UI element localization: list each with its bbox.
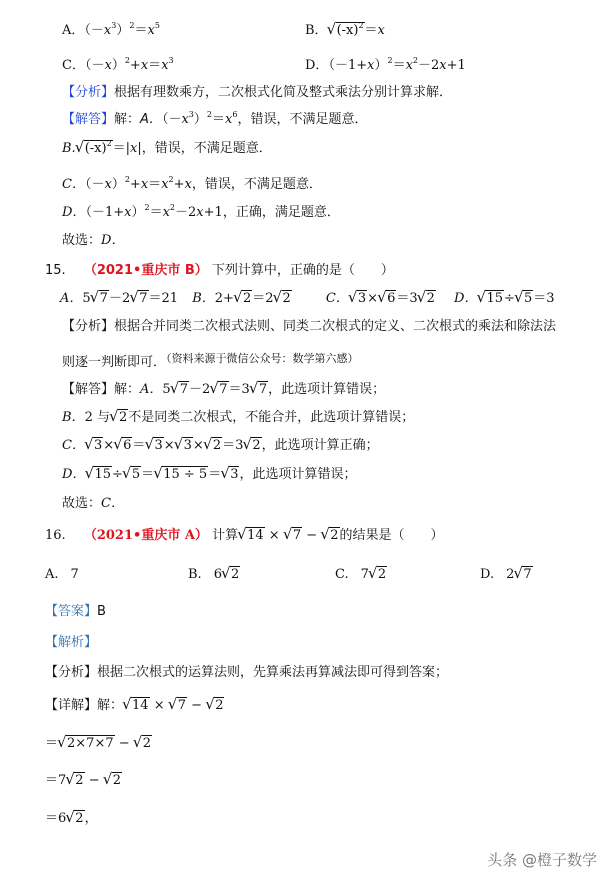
option-label: B．	[192, 291, 215, 306]
q16-option-d: D. 2 √ 7	[480, 566, 533, 584]
solution-tag: 【解答】	[62, 112, 115, 127]
answer-tag: 【答案】	[45, 604, 98, 619]
step-label: C．	[62, 177, 85, 192]
q16-analysis	[45, 664, 448, 682]
analysis-text: 则逐一判断即可．	[62, 355, 167, 370]
option-label: C．	[62, 58, 85, 73]
q15-conclusion	[62, 495, 124, 513]
q14-solution-c: C．$(-x)^2+x=x^2+x$，错误，不满足题意．	[62, 175, 322, 192]
q16-option-c: C. 7 √ 2	[335, 566, 387, 584]
detail-tag: 【详解】	[45, 698, 98, 713]
step-expr: 5 √ 7－2 √ 7＝3 √ 7	[162, 382, 268, 397]
analysis-text: 根据有理数乘方，二次根式化简及整式乘法分别计算求解．	[114, 85, 453, 100]
step-label: D．	[62, 467, 86, 482]
step-label: A．	[140, 112, 162, 127]
analysis-text: 根据二次根式的运算法则，先算乘法再算减法即可得到答案；	[97, 665, 449, 680]
option-label: D.	[480, 567, 495, 582]
step-verdict: ，此选项计算正确；	[261, 438, 379, 453]
option-label: C.	[335, 567, 349, 582]
q16-option-b: B. 6 √ 2	[188, 566, 240, 584]
q14-option-c	[62, 57, 174, 75]
step-expr: $(-x^3)^2=x^6$	[161, 110, 238, 127]
option-label: A．	[60, 291, 83, 306]
question-stem-prefix: 计算	[212, 528, 239, 543]
q14-solution-d: D．$(-1+x)^2=x^2-2x+1$，正确，满足题意．	[62, 203, 340, 220]
step-label: D．	[62, 205, 86, 220]
analysis-tag: 【分析】	[62, 319, 115, 334]
explain-tag: 【解析】	[45, 635, 98, 650]
conclusion-answer: D．	[101, 233, 125, 248]
q15-analysis	[62, 318, 556, 336]
source-note: （资料来源于微信公众号：数学第六感）	[166, 352, 359, 365]
q14-option-d	[305, 57, 466, 75]
q16-answer	[45, 603, 106, 621]
conclusion-prefix: 故选：	[62, 496, 102, 511]
step-verdict: ，错误，不满足题意．	[237, 112, 368, 127]
option-expr: $(-x)^2+x=x^3$	[84, 56, 174, 73]
option-expr: $(-1+x)^2=x^2-2x+1$	[328, 56, 466, 73]
q16-stem	[45, 527, 444, 545]
detail-intro: 解：	[97, 698, 124, 713]
q15-options	[60, 290, 555, 308]
option-value: 7	[70, 567, 79, 582]
detail-expr: √ 14 × √ 7 − √ 2	[123, 698, 224, 713]
question-expr: √ 14 × √ 7 − √ 2	[238, 528, 339, 543]
analysis-tag: 【分析】	[45, 665, 98, 680]
q14-conclusion	[62, 232, 124, 250]
analysis-tag: 【分析】	[62, 85, 115, 100]
q14-solution-b: B. √ $(-x)^2=|x|$，错误，不满足题意．	[62, 140, 272, 158]
option-expr: $(-x^3)^2=x^5$	[84, 21, 160, 38]
q15-solution-c: C． √ 3× √ 6＝ √ 3× √ 3× √ 2＝3 √ 2，此选项计算正确；	[62, 437, 379, 455]
q14-option-a	[62, 22, 160, 40]
question-stem-suffix: 的结果是（ ）	[339, 528, 444, 543]
q16-step-3: ＝6 √ 2，	[45, 810, 98, 828]
step-label: B．	[62, 410, 85, 425]
q16-detail	[45, 697, 224, 715]
q15-option-c: C． √ 3× √ 6＝3 √ 2	[326, 291, 436, 306]
solution-tag: 【解答】	[62, 382, 115, 397]
q15-solution-b: B．2 与 √ 2不是同类二次根式，不能合并，此选项计算错误；	[62, 409, 414, 427]
step-label: A．	[140, 382, 163, 397]
q15-option-b: B．2+ √ 2＝2 √ 2	[192, 291, 292, 306]
step-label: C．	[62, 438, 85, 453]
step-verdict: ，正确，满足题意．	[222, 205, 340, 220]
step-verdict: ，错误，不满足题意．	[191, 177, 322, 192]
sqrt-expr: √ $(-x)^2$	[328, 22, 365, 40]
q16-step-2: ＝7 √ 2 − √ 2	[45, 772, 122, 790]
step-verdict: ，错误，不满足题意．	[141, 141, 272, 156]
q15-analysis-cont	[62, 350, 359, 372]
step-verdict: ，此选项计算错误；	[268, 382, 386, 397]
answer-value: B	[97, 604, 106, 619]
q16-step-1: ＝ √ 2×7×7 − √ 2	[45, 735, 152, 753]
conclusion-answer: C．	[101, 496, 124, 511]
solution-intro: 解：	[114, 382, 141, 397]
option-label: B．	[305, 23, 328, 38]
option-label: D．	[454, 291, 478, 306]
watermark: 头条 @橙子数学	[487, 851, 597, 869]
sqrt-expr: √ $(-x)^2$	[76, 140, 113, 158]
question-stem: 下列计算中，正确的是（ ）	[211, 263, 394, 278]
q16-explain	[45, 634, 97, 652]
q15-stem	[45, 262, 394, 280]
option-label: C．	[325, 291, 349, 306]
analysis-text: 根据合并同类二次根式法则、同类二次根式的定义、二次根式的乘法和除法法	[114, 319, 557, 334]
step-label: B.	[62, 141, 76, 156]
conclusion-prefix: 故选：	[62, 233, 102, 248]
option-label: A．	[62, 23, 85, 38]
q15-option-d: D． √ 15÷ √ 5＝3	[454, 291, 554, 306]
question-number: 16.	[45, 528, 66, 543]
q16-option-a	[45, 566, 79, 584]
q14-option-b: B． √ $(-x)^2=x$	[305, 22, 385, 40]
solution-intro: 解：	[114, 112, 141, 127]
q14-solution-a	[62, 111, 367, 129]
q15-option-a: A．5 √ 7－2 √ 7＝21	[60, 291, 178, 306]
option-label: B.	[188, 567, 202, 582]
question-source: （2021•重庆市 A）	[83, 528, 208, 543]
step-verdict: ，此选项计算错误；	[239, 467, 357, 482]
option-label: A.	[45, 567, 59, 582]
question-source: （2021•重庆市 B）	[83, 263, 208, 278]
q15-solution-d: D． √ 15÷ √ 5＝ √ 15 ÷ 5＝ √ 3，此选项计算错误；	[62, 466, 356, 484]
option-label: D．	[305, 58, 329, 73]
q15-solution-a	[62, 381, 385, 399]
q14-analysis	[62, 84, 452, 102]
step-verdict: ，此选项计算错误；	[297, 410, 415, 425]
question-number: 15.	[45, 263, 66, 278]
